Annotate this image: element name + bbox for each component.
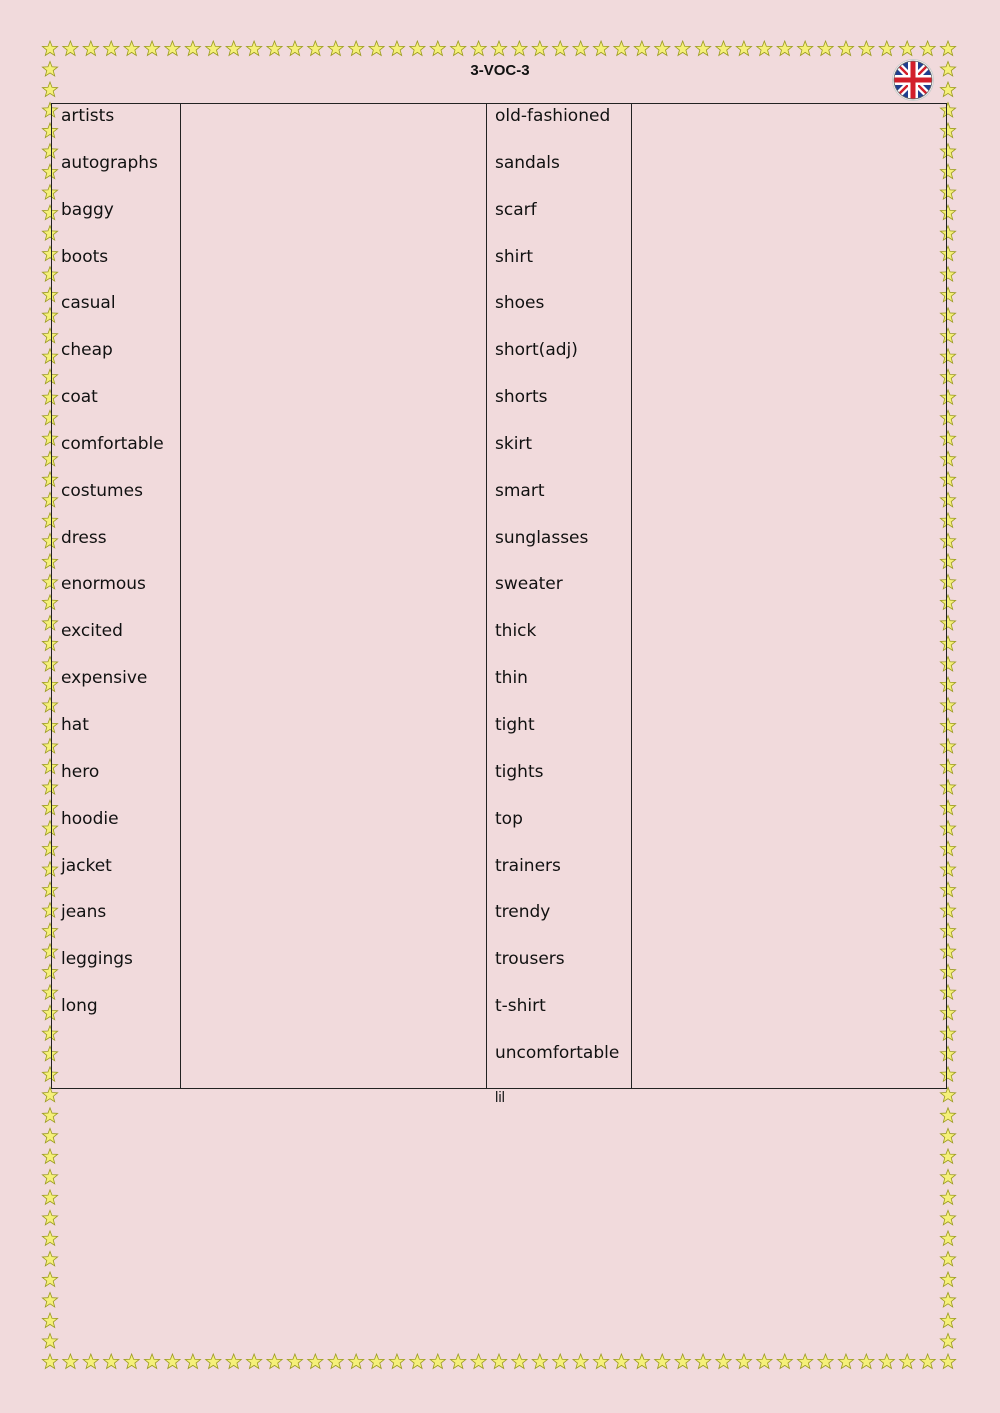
page-title: 3-VOC-3 bbox=[470, 62, 530, 79]
star-icon bbox=[512, 1354, 527, 1368]
star-icon bbox=[42, 1108, 57, 1122]
star-icon bbox=[900, 41, 915, 55]
star-icon bbox=[430, 1354, 445, 1368]
vocab-word: hero bbox=[61, 761, 100, 782]
vocab-word: casual bbox=[61, 293, 116, 314]
star-icon bbox=[451, 41, 466, 55]
star-icon bbox=[206, 41, 221, 55]
star-icon bbox=[532, 1354, 547, 1368]
star-icon bbox=[349, 1354, 364, 1368]
star-icon bbox=[573, 1354, 588, 1368]
vocab-word: jeans bbox=[61, 902, 107, 923]
star-icon bbox=[491, 1354, 506, 1368]
star-icon bbox=[287, 1354, 302, 1368]
star-icon bbox=[42, 1190, 57, 1204]
star-icon bbox=[655, 1354, 670, 1368]
star-icon bbox=[42, 1292, 57, 1306]
vocab-word: comfortable bbox=[61, 433, 164, 454]
vocab-word: cheap bbox=[61, 340, 113, 361]
star-icon bbox=[736, 41, 751, 55]
star-icon bbox=[471, 41, 486, 55]
vocab-word: hat bbox=[61, 714, 89, 735]
star-icon bbox=[716, 41, 731, 55]
star-icon bbox=[716, 1354, 731, 1368]
star-icon bbox=[42, 1272, 57, 1286]
vocab-word: dress bbox=[61, 527, 107, 548]
star-icon bbox=[879, 1354, 894, 1368]
star-icon bbox=[42, 41, 57, 55]
right-word-column bbox=[487, 104, 632, 1089]
star-icon bbox=[185, 1354, 200, 1368]
star-icon bbox=[42, 1251, 57, 1265]
vocab-word: t-shirt bbox=[495, 996, 546, 1017]
star-icon bbox=[675, 41, 690, 55]
star-icon bbox=[798, 41, 813, 55]
star-icon bbox=[42, 1128, 57, 1142]
star-icon bbox=[83, 1354, 98, 1368]
star-icon bbox=[900, 1354, 915, 1368]
star-icon bbox=[512, 41, 527, 55]
star-icon bbox=[389, 1354, 404, 1368]
star-icon bbox=[246, 41, 261, 55]
star-icon bbox=[430, 41, 445, 55]
vocab-word: long bbox=[61, 996, 98, 1017]
right-answer-column[interactable] bbox=[632, 104, 947, 1089]
star-icon bbox=[206, 1354, 221, 1368]
vocab-word: sandals bbox=[495, 152, 560, 173]
star-icon bbox=[634, 1354, 649, 1368]
vocab-word: excited bbox=[61, 621, 123, 642]
star-icon bbox=[940, 82, 955, 96]
star-icon bbox=[124, 41, 139, 55]
star-icon bbox=[777, 1354, 792, 1368]
star-icon bbox=[226, 1354, 241, 1368]
vocabulary-table bbox=[51, 103, 947, 1089]
vocab-word: smart bbox=[495, 480, 545, 501]
star-icon bbox=[267, 1354, 282, 1368]
vocab-word: trousers bbox=[495, 949, 565, 970]
star-icon bbox=[838, 1354, 853, 1368]
star-icon bbox=[614, 41, 629, 55]
star-icon bbox=[940, 1272, 955, 1286]
star-icon bbox=[491, 41, 506, 55]
star-icon bbox=[920, 41, 935, 55]
star-icon bbox=[104, 1354, 119, 1368]
star-icon bbox=[144, 41, 159, 55]
vocab-word: tight bbox=[495, 714, 535, 735]
vocab-word: trendy bbox=[495, 902, 551, 923]
star-icon bbox=[553, 41, 568, 55]
footer-text: lil bbox=[495, 1089, 505, 1106]
vocab-word: shoes bbox=[495, 293, 545, 314]
star-icon bbox=[42, 1210, 57, 1224]
star-icon bbox=[553, 1354, 568, 1368]
star-icon bbox=[42, 1313, 57, 1327]
star-icon bbox=[695, 1354, 710, 1368]
star-icon bbox=[798, 1354, 813, 1368]
left-word-column bbox=[52, 104, 181, 1089]
vocab-word: shorts bbox=[495, 387, 548, 408]
star-icon bbox=[451, 1354, 466, 1368]
vocab-word: old-fashioned bbox=[495, 106, 611, 126]
vocab-word: expensive bbox=[61, 668, 148, 689]
star-icon bbox=[246, 1354, 261, 1368]
star-icon bbox=[940, 1169, 955, 1183]
star-icon bbox=[940, 1333, 955, 1347]
star-icon bbox=[42, 1169, 57, 1183]
star-icon bbox=[124, 1354, 139, 1368]
vocab-word: enormous bbox=[61, 574, 146, 595]
star-icon bbox=[42, 82, 57, 96]
star-icon bbox=[144, 1354, 159, 1368]
star-icon bbox=[859, 41, 874, 55]
star-icon bbox=[940, 1313, 955, 1327]
star-icon bbox=[185, 41, 200, 55]
star-icon bbox=[410, 1354, 425, 1368]
star-icon bbox=[267, 41, 282, 55]
vocab-word: shirt bbox=[495, 246, 534, 267]
star-icon bbox=[634, 41, 649, 55]
star-icon bbox=[675, 1354, 690, 1368]
star-icon bbox=[165, 41, 180, 55]
star-icon bbox=[757, 41, 772, 55]
vocab-word: uncomfortable bbox=[495, 1042, 620, 1063]
star-icon bbox=[593, 1354, 608, 1368]
right-word-list bbox=[487, 104, 631, 1088]
star-icon bbox=[83, 41, 98, 55]
star-icon bbox=[940, 1292, 955, 1306]
star-icon bbox=[287, 41, 302, 55]
star-icon bbox=[920, 1354, 935, 1368]
star-icon bbox=[757, 1354, 772, 1368]
star-icon bbox=[42, 1231, 57, 1245]
vocab-word: autographs bbox=[61, 152, 158, 173]
star-icon bbox=[308, 1354, 323, 1368]
star-icon bbox=[42, 1354, 57, 1368]
star-icon bbox=[308, 41, 323, 55]
star-icon bbox=[879, 41, 894, 55]
star-icon bbox=[63, 1354, 78, 1368]
star-icon bbox=[940, 1128, 955, 1142]
vocab-word: top bbox=[495, 808, 523, 829]
vocab-word: boots bbox=[61, 246, 109, 267]
star-icon bbox=[940, 1108, 955, 1122]
vocab-word: baggy bbox=[61, 199, 114, 220]
star-icon bbox=[471, 1354, 486, 1368]
star-icon bbox=[532, 41, 547, 55]
star-icon bbox=[42, 1149, 57, 1163]
star-icon bbox=[838, 41, 853, 55]
vocab-word: artists bbox=[61, 106, 115, 126]
vocab-word: tights bbox=[495, 761, 544, 782]
star-icon bbox=[655, 41, 670, 55]
star-icon bbox=[777, 41, 792, 55]
vocab-word: leggings bbox=[61, 949, 133, 970]
left-word-list bbox=[52, 104, 180, 1041]
star-icon bbox=[104, 41, 119, 55]
star-icon bbox=[42, 1333, 57, 1347]
star-icon bbox=[165, 1354, 180, 1368]
vocab-word: thin bbox=[495, 668, 528, 689]
vocab-word: skirt bbox=[495, 433, 533, 454]
star-icon bbox=[940, 41, 955, 55]
star-icon bbox=[328, 41, 343, 55]
star-icon bbox=[369, 1354, 384, 1368]
vocab-word: costumes bbox=[61, 480, 143, 501]
vocab-word: sweater bbox=[495, 574, 563, 595]
star-icon bbox=[940, 1149, 955, 1163]
star-icon bbox=[410, 41, 425, 55]
star-icon bbox=[369, 41, 384, 55]
star-icon bbox=[940, 1210, 955, 1224]
star-icon bbox=[940, 1354, 955, 1368]
vocab-word: trainers bbox=[495, 855, 561, 876]
vocab-word: jacket bbox=[61, 855, 112, 876]
uk-flag-icon bbox=[892, 59, 934, 101]
vocab-word: hoodie bbox=[61, 808, 119, 829]
star-icon bbox=[328, 1354, 343, 1368]
star-icon bbox=[593, 41, 608, 55]
star-icon bbox=[573, 41, 588, 55]
star-icon bbox=[389, 41, 404, 55]
star-icon bbox=[818, 41, 833, 55]
star-icon bbox=[859, 1354, 874, 1368]
star-icon bbox=[63, 41, 78, 55]
vocab-word: sunglasses bbox=[495, 527, 589, 548]
vocab-word: thick bbox=[495, 621, 537, 642]
vocab-word: coat bbox=[61, 387, 98, 408]
star-icon bbox=[736, 1354, 751, 1368]
star-icon bbox=[349, 41, 364, 55]
star-icon bbox=[818, 1354, 833, 1368]
left-answer-column[interactable] bbox=[181, 104, 487, 1089]
star-icon bbox=[940, 1190, 955, 1204]
vocab-word: scarf bbox=[495, 199, 537, 220]
star-icon bbox=[695, 41, 710, 55]
vocab-word: short(adj) bbox=[495, 340, 578, 361]
star-icon bbox=[614, 1354, 629, 1368]
star-icon bbox=[940, 1251, 955, 1265]
star-icon bbox=[226, 41, 241, 55]
star-icon bbox=[940, 1231, 955, 1245]
